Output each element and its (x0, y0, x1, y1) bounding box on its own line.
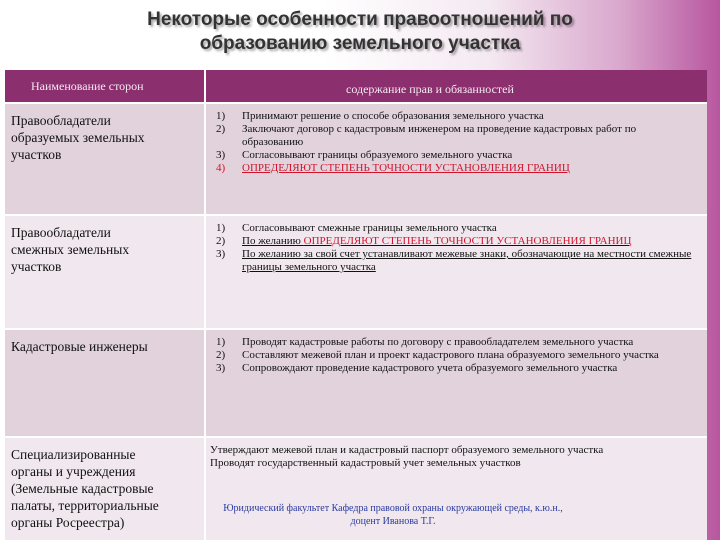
table-row (5, 104, 707, 216)
item-number: 1) (216, 222, 226, 234)
party-name: Правообладатели смежных земельных участков (11, 225, 130, 274)
item-text: ОПРЕДЕЛЯЮТ СТЕПЕНЬ ТОЧНОСТИ УСТАНОВЛЕНИЯ ГРАНИЦ (242, 162, 570, 174)
item-number: 3) (216, 362, 226, 374)
item-text-prefix: По желанию (242, 235, 304, 247)
list-item (216, 222, 699, 235)
party-cell (5, 438, 206, 540)
page-title (60, 8, 660, 56)
item-number: 1) (216, 336, 226, 348)
duties-list (216, 110, 699, 175)
header-parties-label: Наименование сторон (31, 79, 144, 93)
list-item (216, 110, 699, 123)
table-row (5, 216, 707, 330)
duties-cell (206, 104, 707, 214)
party-cell (5, 216, 206, 328)
item-number: 3) (216, 149, 226, 161)
duties-cell (206, 330, 707, 436)
list-item (216, 235, 699, 248)
item-number: 2) (216, 123, 226, 135)
party-name: Кадастровые инженеры (11, 339, 148, 354)
list-item-highlighted (216, 162, 699, 175)
item-text (242, 235, 699, 248)
list-item (216, 123, 699, 149)
item-number: 1) (216, 110, 226, 122)
duties-list (216, 336, 699, 375)
item-text-highlighted: ОПРЕДЕЛЯЮТ СТЕПЕНЬ ТОЧНОСТИ УСТАНОВЛЕНИЯ ГРАНИЦ (303, 235, 632, 247)
header-cell-content (206, 70, 707, 102)
item-number: 4) (216, 162, 226, 174)
duties-list (216, 222, 699, 274)
item-number: 2) (216, 349, 226, 361)
duties-cell (206, 216, 707, 328)
title-line-2: образованию земельного участка (199, 33, 521, 54)
item-text: Согласовывают смежные границы земельного участка (242, 222, 497, 234)
item-number: 3) (216, 248, 226, 260)
item-text: Согласовывают границы образуемого земельного участка (242, 149, 513, 161)
footer-line-2: доцент Иванова Т.Г. (350, 516, 436, 527)
party-cell (5, 330, 206, 436)
item-text: Заключают договор с кадастровым инженером на проведение кадастровых работ по образованию (242, 123, 637, 148)
list-item (216, 336, 699, 349)
list-item (216, 248, 699, 274)
item-text: По желанию за свой счет устанавливают межевые знаки, обозначающие на местности смежные границы земельного участка (242, 248, 692, 273)
table-row (5, 330, 707, 438)
list-item (216, 362, 699, 375)
party-name: Правообладатели образуемых земельных участков (11, 113, 145, 162)
item-number: 2) (216, 235, 226, 247)
duties-list (210, 444, 699, 470)
item-text: Проводят кадастровые работы по договору с правообладателем земельного участка (242, 336, 634, 348)
duty-line: Проводят государственный кадастровый учет земельных участков (210, 457, 521, 469)
party-name: Специализированные органы и учреждения (Земельные кадастровые палаты, территориальные органы Росреестра) (11, 447, 159, 530)
party-cell (5, 104, 206, 214)
header-content-label: содержание прав и обязанностей (346, 82, 514, 96)
item-text: Составляют межевой план и проект кадастрового плана образуемого земельного участка (242, 349, 659, 361)
footer-line-1: Юридический факультет Кафедра правовой охраны окружающей среды, к.ю.н., (223, 503, 563, 514)
footer-credit (208, 502, 578, 528)
item-text: Сопровождают проведение кадастрового учета образуемого земельного участка (242, 362, 618, 374)
list-item (216, 149, 699, 162)
table-header-row (5, 70, 707, 104)
duty-line: Утверждают межевой план и кадастровый паспорт образуемого земельного участка (210, 444, 604, 456)
title-line-1: Некоторые особенности правоотношений по (147, 9, 573, 30)
item-text: Принимают решение о способе образования земельного участка (242, 110, 544, 122)
list-item (216, 349, 699, 362)
header-cell-parties (5, 70, 206, 102)
